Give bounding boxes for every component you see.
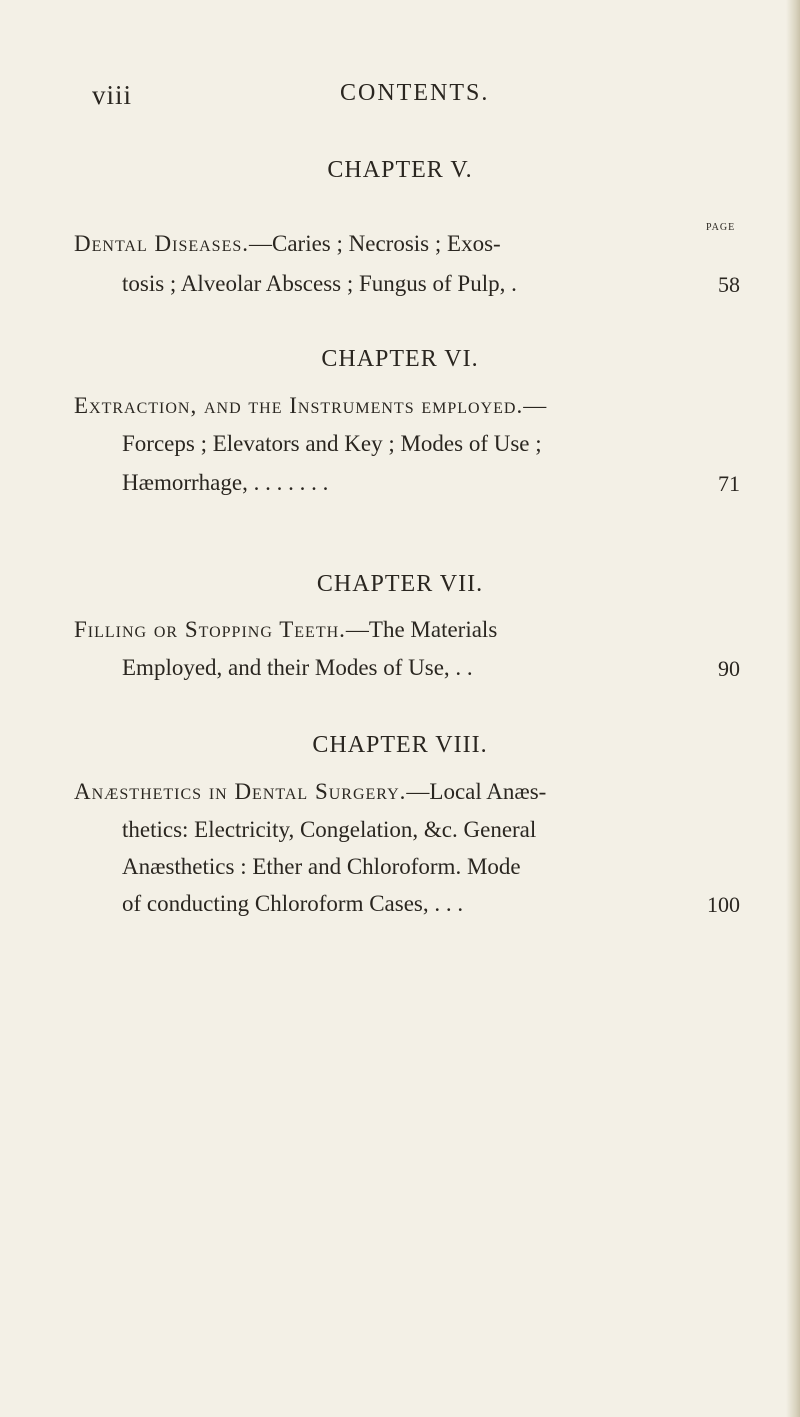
entry-text: Forceps ; Elevators and Key ; Modes of Use ; [122, 431, 542, 456]
entry-text: of conducting Chloroform Cases, . . . [122, 891, 464, 916]
folio-number: viii [92, 80, 133, 110]
chapter-heading: CHAPTER VII. [316, 571, 484, 597]
entry-text: Employed, and their Modes of Use, . . [122, 655, 473, 680]
page-header [0, 80, 800, 120]
toc-entry [74, 777, 740, 947]
page-edge-shadow [786, 0, 800, 1417]
entry-first-line [74, 391, 546, 421]
toc-entry [74, 229, 740, 319]
chapter-heading: CHAPTER VIII. [312, 732, 488, 758]
entry-first-line [74, 615, 497, 645]
page-column-label: PAGE [706, 222, 736, 233]
entry-text: thetics: Electricity, Congelation, &c. General [122, 817, 537, 842]
entry-title: Dental Diseases. [74, 231, 249, 256]
entry-text: —Caries ; Necrosis ; Exos- [249, 231, 501, 256]
entry-first-line [74, 229, 501, 259]
entry-text: tosis ; Alveolar Abscess ; Fungus of Pulp, . [122, 271, 517, 296]
toc-entry [74, 615, 740, 705]
entry-first-line [74, 777, 546, 807]
page-number: 58 [718, 272, 740, 297]
entry-title: Anæsthetics in Dental Surgery. [74, 779, 407, 804]
running-title: CONTENTS. [340, 80, 490, 106]
page-number: 100 [707, 892, 740, 917]
chapter-heading: CHAPTER VI. [321, 346, 479, 372]
page-number: 71 [718, 471, 740, 496]
entry-text: —Local Anæs- [406, 779, 547, 804]
chapter-heading: CHAPTER V. [327, 157, 473, 183]
entry-text: — [523, 393, 547, 418]
entry-text: —The Materials [345, 617, 498, 642]
entry-title: Extraction, and the Instruments employed. [74, 393, 524, 418]
entry-text: Hæmorrhage, . . . . . . . [122, 470, 329, 495]
entry-text: Anæsthetics : Ether and Chloroform. Mode [122, 854, 521, 879]
page-number: 90 [718, 656, 740, 681]
toc-entry [74, 391, 740, 521]
entry-title: Filling or Stopping Teeth. [74, 617, 346, 642]
